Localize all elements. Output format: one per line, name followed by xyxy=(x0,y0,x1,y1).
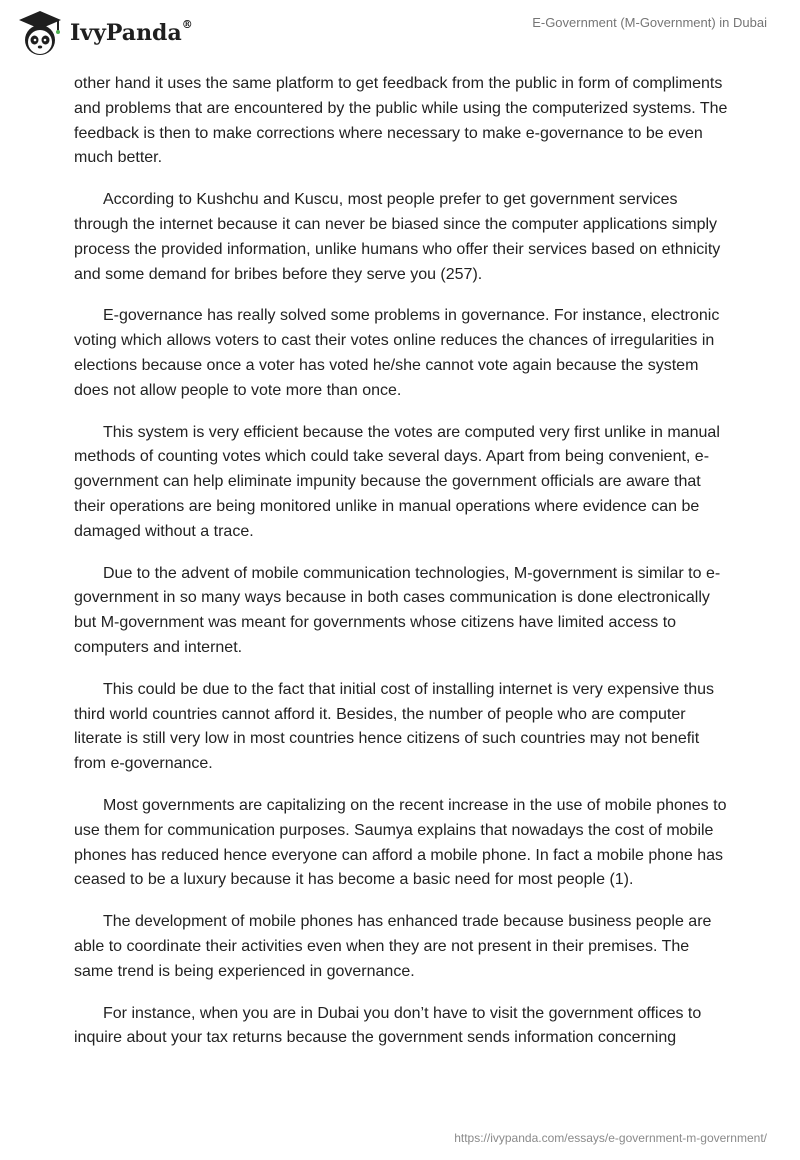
paragraph: E-governance has really solved some problems in governance. For instance, electronic voting which allows voters to cast their votes online reduces the chances of irregularities in elections because once a voter has voted he/she cannot vote again because the system does not allow people to vote more than once. xyxy=(74,307,720,399)
paragraph: other hand it uses the same platform to get feedback from the public in form of compliments and problems that are encountered by the public while using the computerized systems. The feedback is then to make corrections where necessary to make e-governance to be even much better. xyxy=(74,75,728,167)
logo-text: IvyPanda xyxy=(70,20,182,46)
source-url-link[interactable]: https://ivypanda.com/essays/e-government-m-government/ xyxy=(454,1131,767,1145)
paragraph: Due to the advent of mobile communication technologies, M-government is similar to e-government in so many ways because in both cases communication is done electronically but M-government was meant for governments whose citizens have limited access to computers and internet. xyxy=(74,564,721,656)
ivypanda-logo[interactable] xyxy=(14,8,193,60)
paragraph: This could be due to the fact that initial cost of installing internet is very expensive thus third world countries cannot afford it. Besides, the number of people who are computer literate is still very low in most countries hence citizens of such countries may not benefit from e-governance. xyxy=(74,680,714,773)
paragraph: For instance, when you are in Dubai you don’t have to visit the government offices to inquire about your tax returns because the government sends information concerning xyxy=(74,1004,702,1047)
paragraph: This system is very efficient because the votes are computed very first unlike in manual methods of counting votes which could take several days. Apart from being convenient, e-government can help eliminate impunity because the government officials are aware that their operations are being monitored unlike in manual operations where evidence can be damaged without a trace. xyxy=(74,423,720,540)
paragraph: The development of mobile phones has enhanced trade because business people are able to coordinate their activities even when they are not present in their premises. The same trend is being experienced in governance. xyxy=(74,913,712,980)
paragraph: Most governments are capitalizing on the recent increase in the use of mobile phones to use them for communication purposes. Saumya explains that nowadays the cost of mobile phones has reduced hence everyone can afford a mobile phone. In fact a mobile phone has ceased to be a luxury because it has become a basic need for most people (1). xyxy=(74,796,727,889)
logo-wordmark xyxy=(70,17,193,46)
panda-graduate-icon xyxy=(14,8,66,60)
registered-mark: ® xyxy=(181,17,193,31)
document-title: E-Government (M-Government) in Dubai xyxy=(532,15,767,30)
paragraph: According to Kushchu and Kuscu, most people prefer to get government services through the internet because it can never be biased since the computer applications simply process the provided information, unlike humans who offer their services based on ethnicity and some demand for bribes before they serve you (257). xyxy=(74,191,721,283)
essay-body xyxy=(74,72,728,1068)
